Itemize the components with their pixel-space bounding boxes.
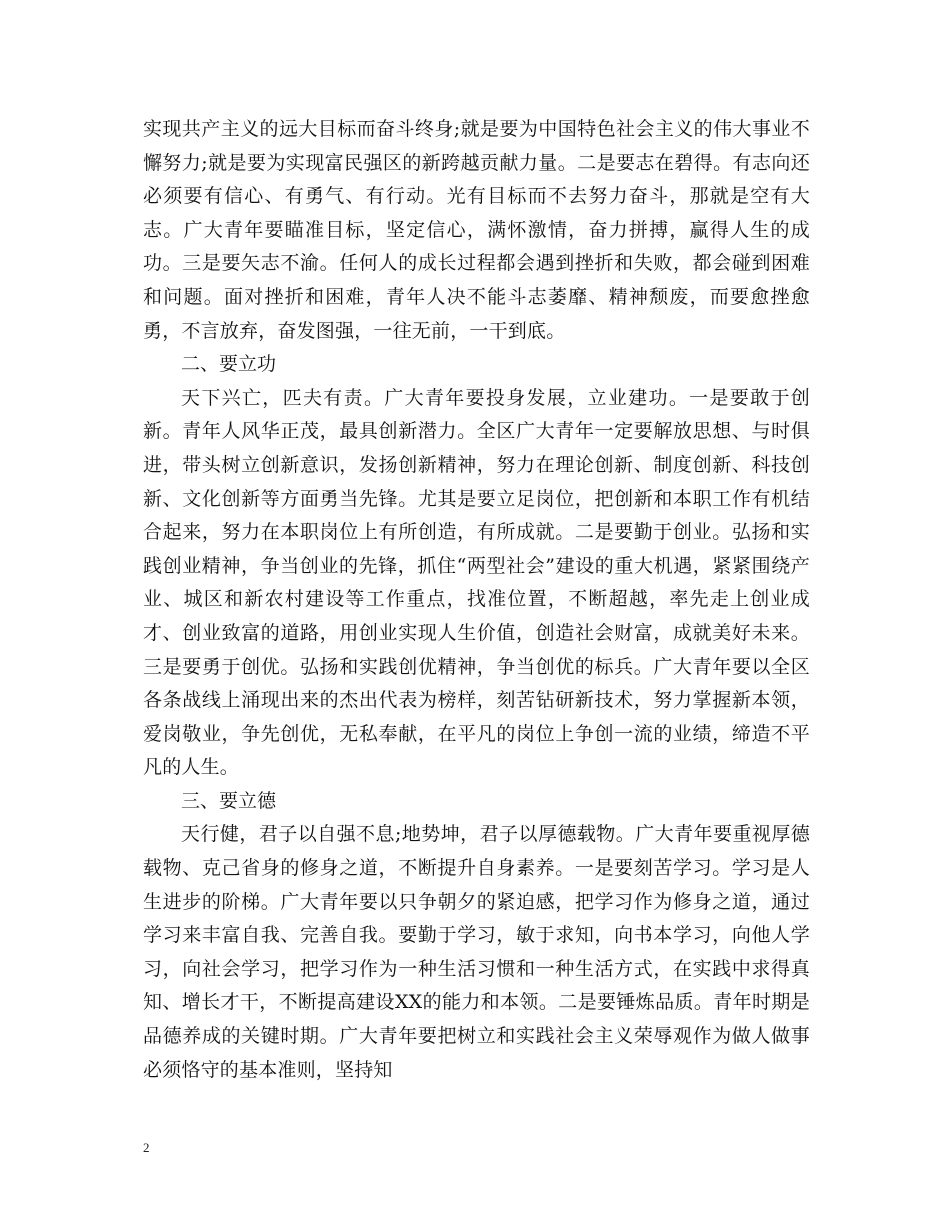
- document-body: [143, 113, 810, 1087]
- paragraph-merit: 天下兴亡，匹夫有责。广大青年要投身发展，立业建功。一是要敢于创新。青年人风华正茂，最具创新潜力。全区广大青年一定要解放思想、与时俱进，带头树立创新意识，发扬创新精神，努力在理论创新、制度创新、科技创新、文化创新等方面勇当先锋。尤其是要立足岗位，把创新和本职工作有机结合起来，努力在本职岗位上有所创造，有所成就。二是要勤于创业。弘扬和实践创业精神，争当创业的先锋，抓住“两型社会”建设的重大机遇，紧紧围绕产业、城区和新农村建设等工作重点，找准位置，不断超越，率先走上创业成才、创业致富的道路，用创业实现人生价值，创造社会财富，成就美好未来。三是要勇于创优。弘扬和实践创优精神，争当创优的标兵。广大青年要以全区各条战线上涌现出来的杰出代表为榜样，刻苦钻研新技术，努力掌握新本领，爱岗敬业，争先创优，无私奉献，在平凡的岗位上争创一流的业绩，缔造不平凡的人生。: [143, 386, 810, 779]
- section-heading-virtue: 三、要立德: [181, 789, 277, 812]
- section-heading-merit: 二、要立功: [181, 353, 277, 376]
- paragraph-continuation: 实现共产主义的远大目标而奋斗终身;就是要为中国特色社会主义的伟大事业不懈努力;就是要为实现富民强区的新跨越贡献力量。二是要志在碧得。有志向还必须要有信心、有勇气、有行动。光有目标而不去努力奋斗，那就是空有大志。广大青年要瞄准目标，坚定信心，满怀激情，奋力拼搏，赢得人生的成功。三是要矢志不渝。任何人的成长过程都会遇到挫折和失败，都会碰到困难和问题。面对挫折和困难，青年人决不能斗志萎靡、精神颓废，而要愈挫愈勇，不言放弃，奋发图强，一往无前，一干到底。: [143, 118, 810, 342]
- paragraph-virtue: 天行健，君子以自强不息;地势坤，君子以厚德载物。广大青年要重视厚德载物、克己省身的修身之道，不断提升自身素养。一是要刻苦学习。学习是人生进步的阶梯。广大青年要以只争朝夕的紧迫感，把学习作为修身之道，通过学习来丰富自我、完善自我。要勤于学习，敏于求知，向书本学习，向他人学习，向社会学习，把学习作为一种生活习惯和一种生活方式，在实践中求得真知、增长才干，不断提高建设XX的能力和本领。二是要锤炼品质。青年时期是品德养成的关键时期。广大青年要把树立和实践社会主义荣辱观作为做人做事必须恪守的基本准则，坚持知: [143, 823, 810, 1081]
- page-number: 2: [143, 1140, 150, 1155]
